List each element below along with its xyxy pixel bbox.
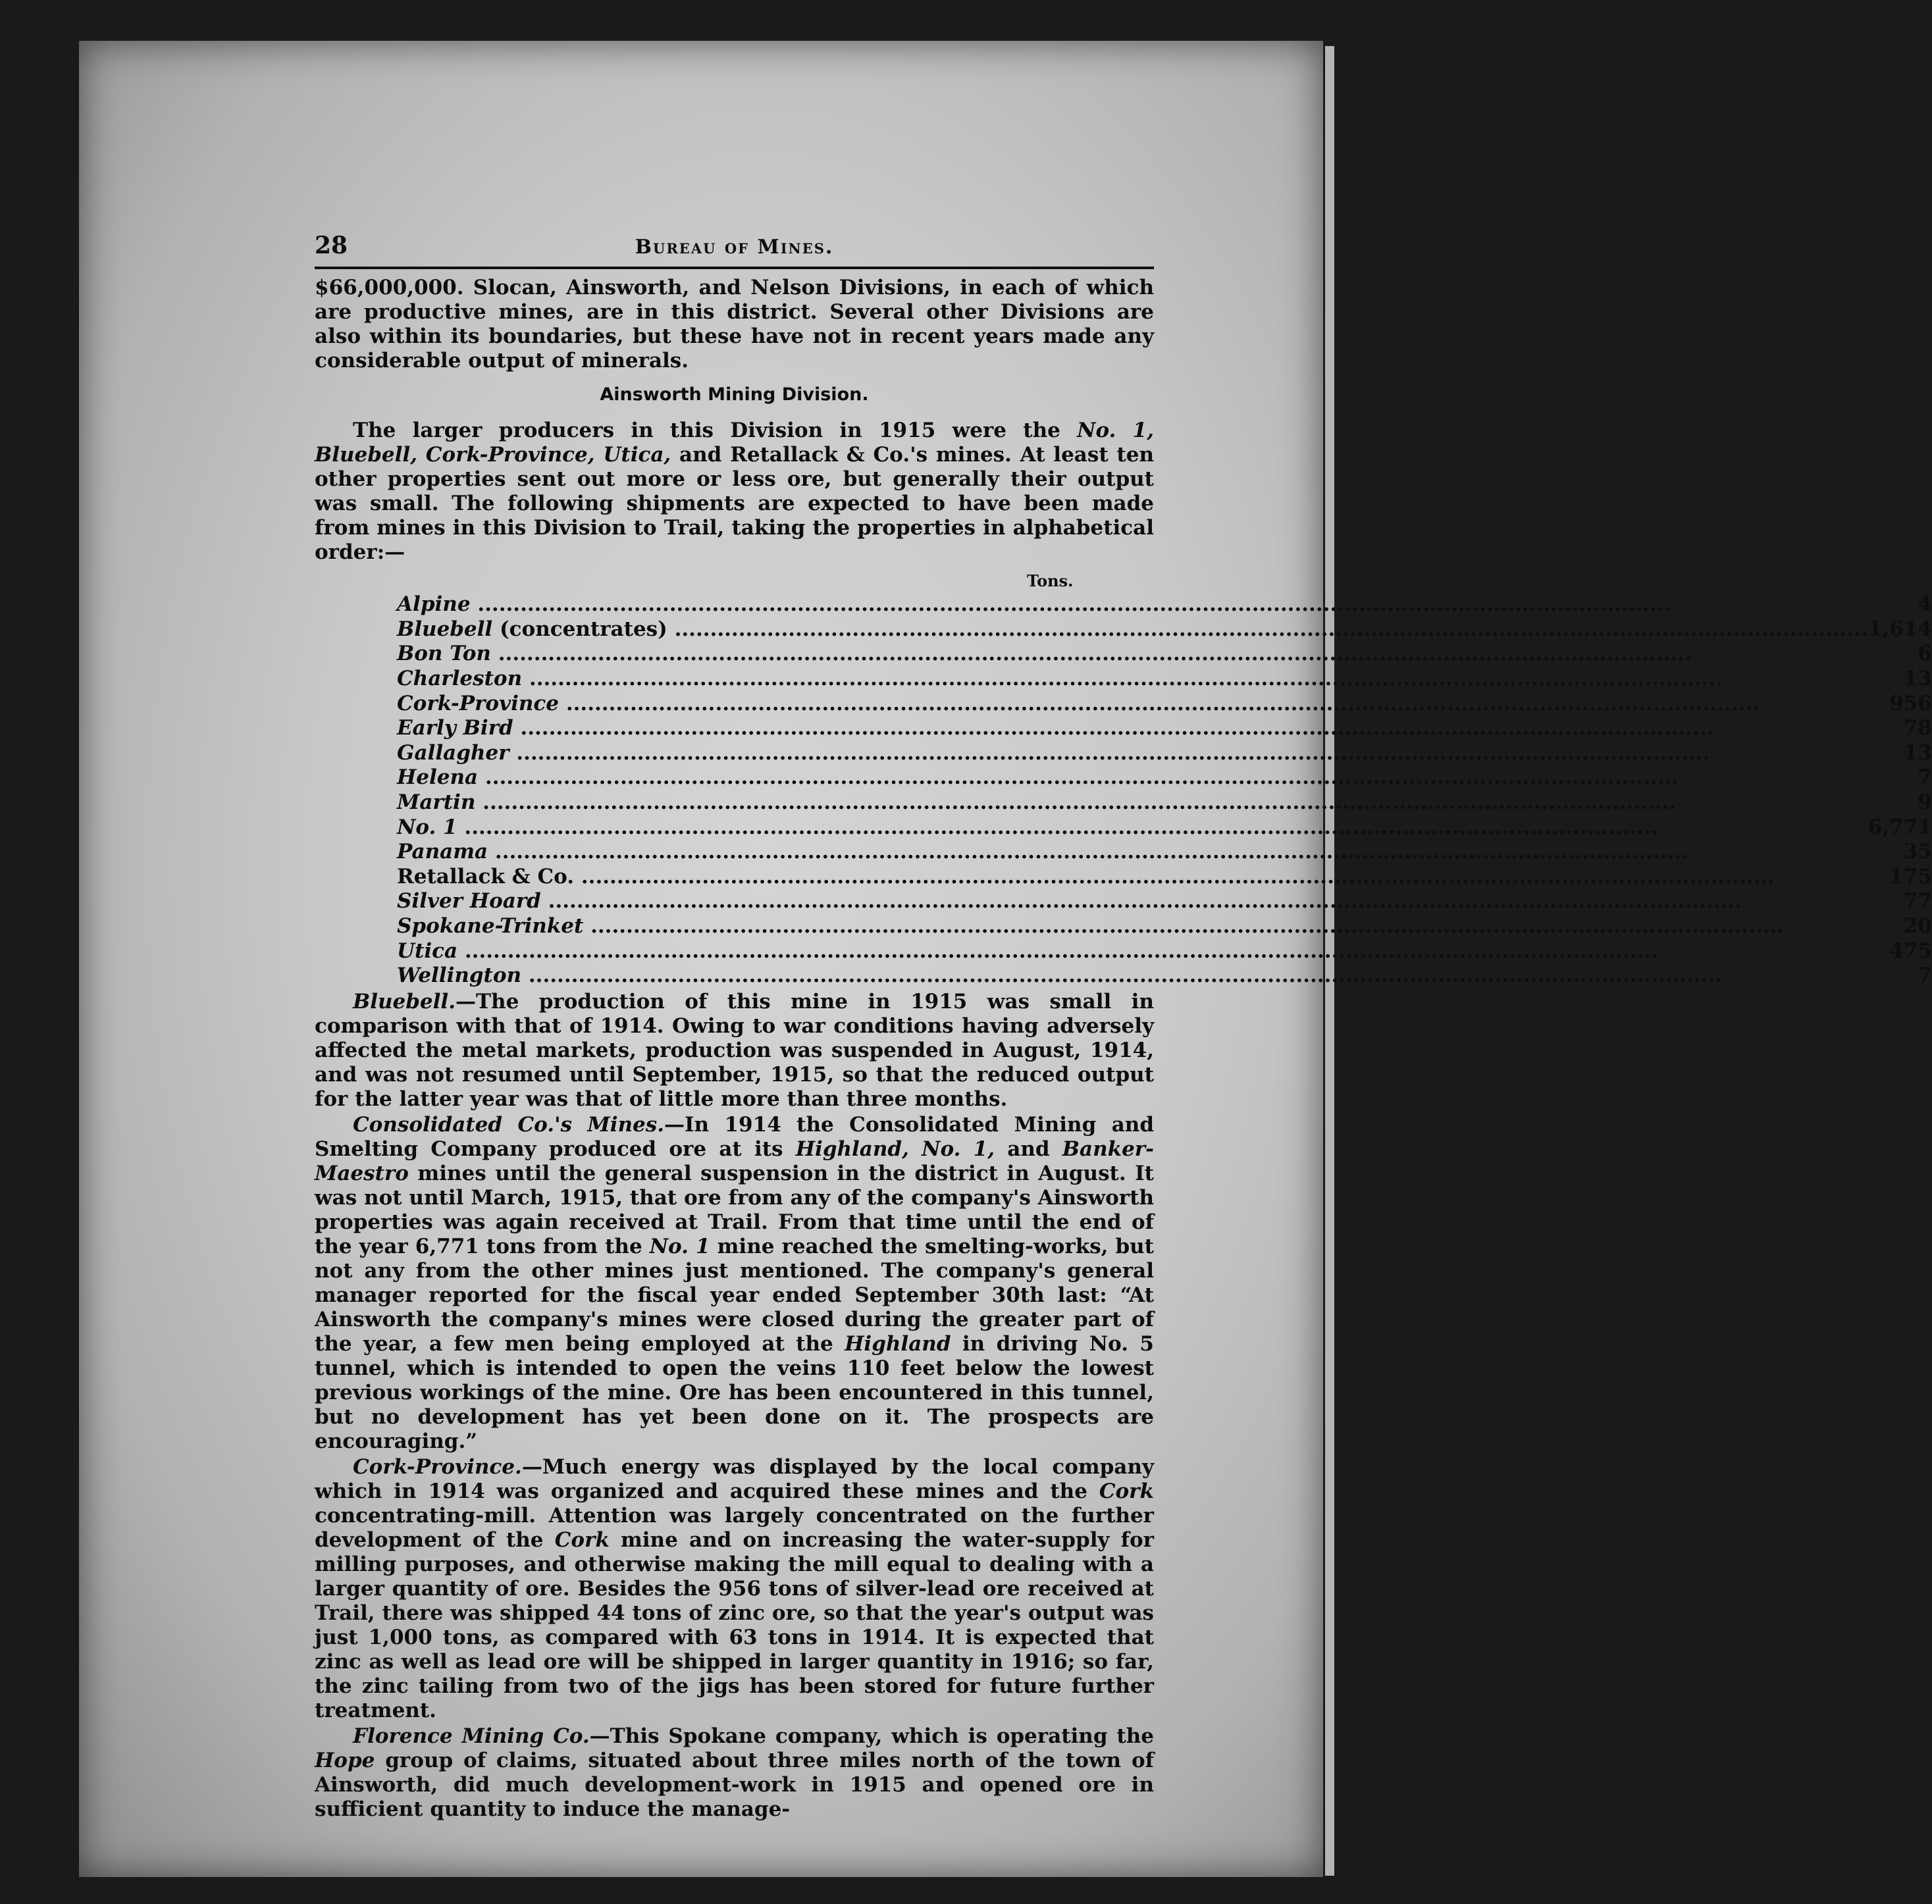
tons-value: 9 [1918,790,1932,815]
mine-name: Wellington [397,964,522,988]
consolidated-paragraph [315,1113,1154,1454]
shipment-row [397,691,1932,716]
cork-province-paragraph [315,1455,1154,1723]
tons-value: 175 [1889,864,1932,888]
shipment-row [397,815,1932,840]
mine-note: (concentrates) [492,617,667,641]
running-title: Bureau of Mines. [635,236,834,259]
tons-value: 35 [1903,840,1932,864]
mine-name: Cork-Province [397,691,560,715]
shipment-row [397,592,1932,617]
mine-name-cell [397,592,1868,617]
cork-text-1: —Much energy was displayed by the local company which in 1914 was organized and acquired these mines and the [315,1454,1154,1503]
shipment-row [397,964,1932,989]
producers-prefix: The larger producers in this Division in 1915 were the [353,419,1078,442]
tons-value: 13 [1903,740,1932,765]
producers-suffix: and Retallack & Co.'s mines. At least ten other properties sent out more or less ore, but generally their output was small. The following shipments are expected to have been made from mines in this Division to Trail, taking the properties in alphabetical order:— [315,443,1155,564]
shipment-row [397,865,1932,890]
mine-name: Martin [397,790,476,815]
cork-text-3: mine and on increasing the water-supply for milling purposes, and otherwise making the mill equal to dealing with a larger quantity of ore. Besides the 956 tons of silver-lead ore received at Trail, there was shipped 44 tons of zinc ore, so that the year's output was just 1,000 tons, as compared with 63 tons in 1914. It is expected that zinc as well as lead ore will be shipped in larger quantity in 1916; so far, the zinc tailing from two of the jigs has been stored for future further treatment. [315,1528,1154,1722]
mine-name-cell [397,617,1868,642]
shipment-row [397,741,1932,766]
mine-name-cell [397,964,1868,989]
header-rule [315,267,1154,269]
shipment-row [397,790,1932,815]
tons-value: 20 [1903,914,1932,939]
florence-paragraph [315,1724,1154,1822]
shipment-row [397,889,1932,914]
shipment-row [397,642,1932,667]
mine-name-cell [397,716,1868,741]
tons-column-header: Tons. [1027,571,1074,590]
tons-value: 1,614 [1867,617,1932,641]
mine-name: Utica [397,939,458,963]
florence-text-2: group of claims, situated about three miles north of the town of Ainsworth, did much development-work in 1915 and opened ore in sufficient quantity to induce the manage- [315,1748,1154,1821]
cork-mill-name: Cork [1099,1479,1154,1503]
tons-value: 13 [1903,667,1932,691]
consolidated-text-4: mine reached the smelting-works, but not any from the other mines just mentioned. The company's general manager reported for the fiscal year ended September 30th last: “At Ainsworth the company's mines were closed during the greater part of the year, a few men being employed at the [315,1234,1155,1356]
shipments-table-body [397,592,1932,989]
bluebell-heading: Bluebell. [353,989,456,1014]
intro-paragraph: $66,000,000. Slocan, Ainsworth, and Nelson Divisions, in each of which are productive mines, are in this district. Several other Divisions are also within its boundaries, but these have not in recent years made any considerable output of minerals. [315,276,1154,373]
mine-name-cell [397,889,1868,914]
tons-value: 4 [1918,592,1932,617]
producers-mines: No. 1, Bluebell, Cork-Province, Utica, [315,419,1154,467]
tons-value: 78 [1903,716,1932,740]
page-header [315,234,1154,261]
page-number: 28 [315,232,348,259]
section-title: Ainsworth Mining Division. [600,384,869,405]
mine-name-cell [397,765,1868,790]
consolidated-mine-1: Highland, No. 1, [795,1137,995,1161]
shipment-row [397,765,1932,790]
shipment-row [397,716,1932,741]
bluebell-paragraph [315,990,1154,1112]
mine-name: Helena [397,765,479,790]
consolidated-mine-2: Banker-Maestro [315,1137,1155,1185]
consolidated-text-3: mines until the general suspension in the district in August. It was not until March, 1915, that ore from any of the company's Ainsworth properties was again received at Trail. From that time until the end of the year 6,771 tons from the [315,1161,1154,1258]
mine-name: Alpine [397,592,471,617]
florence-claim-name: Hope [315,1748,375,1772]
producers-paragraph [315,419,1154,565]
mine-name-cell [397,840,1868,865]
cork-province-heading: Cork-Province. [353,1454,522,1479]
mine-name-cell [397,790,1868,815]
mine-name-cell [397,691,1868,716]
cork-text-2: concentrating-mill. Attention was largely concentrated on the further development of the [315,1503,1154,1552]
consolidated-mine-3: No. 1 [649,1234,710,1258]
mine-name-cell [397,667,1868,692]
shipment-row [397,939,1932,964]
tons-value: 956 [1889,691,1932,715]
florence-text-1: —This Spokane company, which is operating the [589,1724,1154,1748]
mine-name: No. 1 [397,815,457,839]
mine-name-cell [397,815,1868,840]
mine-name: Silver Hoard [397,889,541,913]
mine-name-cell [397,865,1868,890]
florence-heading: Florence Mining Co. [353,1724,590,1748]
mine-name: Spokane-Trinket [397,914,584,939]
mine-name-cell [397,642,1868,667]
mine-name: Bon Ton [397,642,491,666]
mine-name: Bluebell [397,617,493,641]
mine-name: Gallagher [397,740,509,765]
mine-name-cell [397,914,1868,939]
mine-name: Panama [397,840,488,864]
mine-name-cell [397,939,1868,964]
mine-name-cell [397,741,1868,766]
shipment-row [397,617,1932,642]
consolidated-mine-4: Highland [845,1331,951,1356]
tons-value: 7 [1918,765,1932,790]
mine-name: Charleston [397,667,523,691]
document-page [315,232,1932,1822]
shipment-row [397,840,1932,865]
bluebell-text: —The production of this mine in 1915 was small in comparison with that of 1914. Owing to war conditions having adversely affected the metal markets, production was suspended in August, 1914, and was not resumed until September, 1915, so that the reduced output for the latter year was that of little more than three months. [315,989,1154,1111]
shipment-row [397,914,1932,939]
consolidated-text-2: and [995,1137,1062,1161]
tons-value: 475 [1889,939,1932,963]
tons-value: 6 [1918,642,1932,666]
mine-name: Early Bird [397,716,513,740]
consolidated-text-5: in driving No. 5 tunnel, which is intended to open the veins 110 feet below the lowest previous workings of the mine. Ore has been encountered in this tunnel, but no development has yet been done on it. The prospects are encouraging.” [315,1331,1154,1453]
shipments-table [397,592,1932,989]
tons-value: 6,771 [1867,815,1932,839]
shipment-row [397,667,1932,692]
consolidated-heading: Consolidated Co.'s Mines. [353,1112,665,1137]
tons-value: 7 [1918,964,1932,988]
tons-value: 77 [1903,889,1932,913]
cork-mine-name: Cork [554,1528,610,1552]
consolidated-text-1: —In 1914 the Consolidated Mining and Smelting Company produced ore at its [315,1112,1154,1161]
mine-name: Retallack & Co. [397,864,575,888]
